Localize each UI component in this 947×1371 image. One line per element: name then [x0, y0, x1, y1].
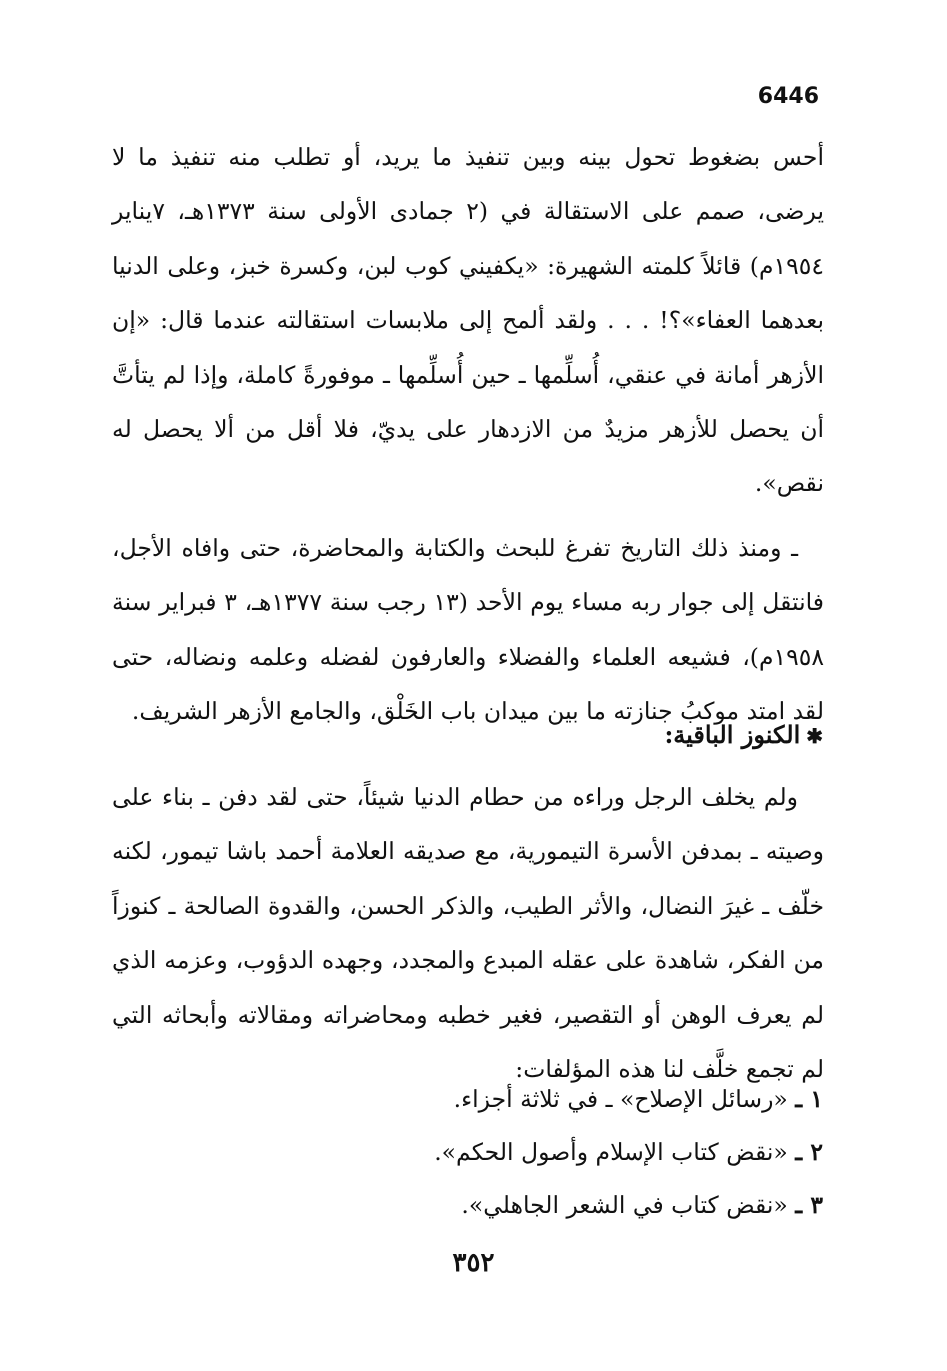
body-text-top — [112, 130, 824, 738]
paragraph-death: ـ ومنذ ذلك التاريخ تفرغ للبحث والكتابة والمحاضرة، حتى وافاه الأجل، فانتقل إلى جوار ربه مساء يوم الأحد (١٣ رجب سنة ١٣٧٧هـ، ٣ فبراير سنة ١٩٥٨م)، فشيعه العلماء والفضلاء والعارفون لفضله وعلمه ونضاله، حتى لقد امتد موكبُ جنازته ما بين ميدان باب الخَلْق، والجامع الأزهر الشريف. — [112, 533, 825, 726]
list-item-number: ١ ـ — [795, 1085, 823, 1113]
paragraph-resignation: أحس بضغوط تحول بينه وبين تنفيذ ما يريد، أو تطلب منه تنفيذ ما لا يرضى، صمم على الاستقالة في (٢ جمادى الأولى سنة ١٣٧٣هـ، ٧يناير ١٩٥٤م) قائلاً كلمته الشهيرة: «يكفيني كوب لبن، وكسرة خبز، وعلى الدنيا بعدهما العفاء»؟! . . . ولقد ألمح إلى ملابسات استقالته عندما قال: «إن الأزهر أمانة في عنقي، أُسلِّمها ـ حين أُسلِّمها ـ موفورةً كاملة، وإذا لم يتأتَّ أن يحصل للأزهر مزيدٌ من الازدهار على يديّ، فلا أقل من ألا يحصل له نقص». — [112, 143, 824, 498]
section-heading-text: الكنوز الباقية: — [664, 720, 801, 749]
works-list — [263, 1073, 823, 1232]
list-item-text: «نقض كتاب الإسلام وأصول الحكم». — [434, 1138, 788, 1166]
list-item-text: «نقض كتاب في الشعر الجاهلي». — [461, 1191, 788, 1219]
section-heading — [123, 708, 823, 763]
list-item-text: «رسائل الإصلاح» ـ في ثلاثة أجزاء. — [453, 1085, 788, 1113]
page-number: ٣٥٢ — [452, 1248, 495, 1278]
list-item — [263, 1179, 823, 1232]
list-item-number: ٢ ـ — [795, 1138, 823, 1166]
body-text-bottom — [112, 770, 824, 1096]
list-item — [263, 1073, 823, 1126]
list-item — [263, 1126, 823, 1179]
list-item-number: ٣ ـ — [795, 1191, 823, 1219]
page-id: 6446 — [757, 84, 819, 109]
paragraph-legacy: ولم يخلف الرجل وراءه من حطام الدنيا شيئاً، حتى لقد دفن ـ بناء على وصيته ـ بمدفن الأسرة التيمورية، مع صديقه العلامة أحمد باشا تيمور، لكنه خلّف ـ غيرَ النضال، والأثر الطيب، والذكر الحسن، والقدوة الصالحة ـ كنوزاً من الفكر، شاهدة على عقله المبدع والمجدد، وجهده الدؤوب، وعزمه الذي لم يعرف الوهن أو التقصير، فغير خطبه ومحاضراته ومقالاته وأبحاثه التي لم تجمع خلَّف لنا هذه المؤلفات: — [112, 783, 824, 1084]
star-icon: ✱ — [806, 724, 823, 748]
